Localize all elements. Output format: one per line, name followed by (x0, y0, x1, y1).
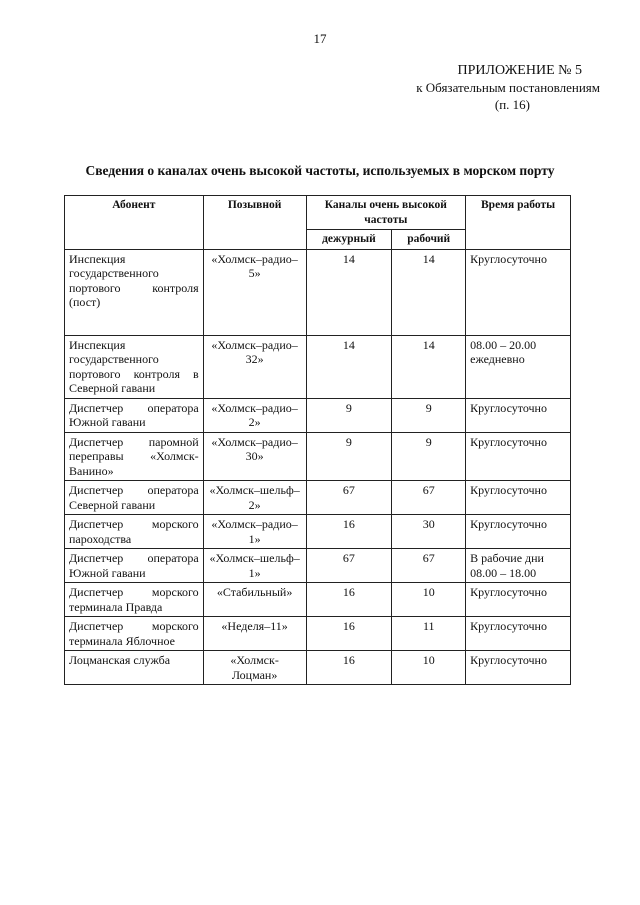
table-row (65, 583, 571, 617)
table-row (65, 335, 571, 398)
appendix-subtitle: к Обязательным постановлениям (416, 80, 600, 95)
document-heading: Сведения о каналах очень высокой частоты, используемых в морском порту (85, 163, 555, 178)
cell-duty-channel: 14 (306, 249, 392, 335)
table-row (65, 651, 571, 685)
table-row (65, 617, 571, 651)
header-subscriber: Абонент (65, 196, 204, 250)
cell-hours: Круглосуточно (466, 617, 571, 651)
cell-duty-channel: 16 (306, 617, 392, 651)
cell-working-channel: 30 (392, 515, 466, 549)
cell-subscriber: Лоцманская служба (65, 651, 204, 685)
table-row (65, 481, 571, 515)
cell-working-channel: 10 (392, 583, 466, 617)
cell-callsign: «Неделя–11» (203, 617, 306, 651)
cell-callsign: «Холмск–радио–30» (203, 432, 306, 481)
cell-hours: Круглосуточно (466, 583, 571, 617)
cell-hours: В рабочие дни 08.00 – 18.00 (466, 549, 571, 583)
cell-subscriber: Диспетчер оператора Северной гавани (65, 481, 204, 515)
cell-duty-channel: 67 (306, 481, 392, 515)
appendix-ref: (п. 16) (494, 97, 530, 112)
cell-hours: 08.00 – 20.00 ежедневно (466, 335, 571, 398)
cell-callsign: «Холмск–шельф–1» (203, 549, 306, 583)
cell-working-channel: 14 (392, 249, 466, 335)
cell-duty-channel: 16 (306, 651, 392, 685)
cell-subscriber: Инспекция государственного портового контроля в Северной гавани (65, 335, 204, 398)
table-row (65, 515, 571, 549)
cell-subscriber: Диспетчер оператора Южной гавани (65, 398, 204, 432)
cell-hours: Круглосуточно (466, 651, 571, 685)
page-number: 17 (313, 31, 327, 46)
cell-subscriber: Диспетчер паромной переправы «Холмск-Ванино» (65, 432, 204, 481)
cell-working-channel: 14 (392, 335, 466, 398)
cell-subscriber: Диспетчер морского пароходства (65, 515, 204, 549)
cell-hours: Круглосуточно (466, 249, 571, 335)
cell-hours: Круглосуточно (466, 515, 571, 549)
cell-callsign: «Холмск–радио–1» (203, 515, 306, 549)
cell-working-channel: 9 (392, 432, 466, 481)
cell-subscriber: Инспекция государственного портового контроля (пост) (65, 249, 204, 335)
cell-callsign: «Холмск–радио–2» (203, 398, 306, 432)
cell-hours: Круглосуточно (466, 481, 571, 515)
table-row (65, 549, 571, 583)
cell-subscriber: Диспетчер морского терминала Яблочное (65, 617, 204, 651)
header-working: рабочий (392, 230, 466, 250)
header-callsign: Позывной (203, 196, 306, 250)
table-header (65, 196, 571, 250)
cell-duty-channel: 16 (306, 583, 392, 617)
cell-duty-channel: 14 (306, 335, 392, 398)
cell-callsign: «Стабильный» (203, 583, 306, 617)
vhf-channels-table (64, 195, 571, 685)
cell-callsign: «Холмск–радио–32» (203, 335, 306, 398)
table-row (65, 249, 571, 335)
table-body (65, 249, 571, 685)
header-duty: дежурный (306, 230, 392, 250)
appendix-block (416, 62, 600, 113)
cell-working-channel: 9 (392, 398, 466, 432)
cell-working-channel: 67 (392, 549, 466, 583)
cell-duty-channel: 16 (306, 515, 392, 549)
cell-callsign: «Холмск–радио–5» (203, 249, 306, 335)
cell-working-channel: 10 (392, 651, 466, 685)
cell-callsign: «Холмск-Лоцман» (203, 651, 306, 685)
cell-duty-channel: 67 (306, 549, 392, 583)
header-channels: Каналы очень высокой частоты (306, 196, 466, 230)
appendix-title: ПРИЛОЖЕНИЕ № 5 (457, 63, 582, 78)
cell-duty-channel: 9 (306, 398, 392, 432)
table-row (65, 432, 571, 481)
cell-subscriber: Диспетчер оператора Южной гавани (65, 549, 204, 583)
cell-working-channel: 67 (392, 481, 466, 515)
cell-callsign: «Холмск–шельф–2» (203, 481, 306, 515)
header-hours: Время работы (466, 196, 571, 250)
cell-hours: Круглосуточно (466, 398, 571, 432)
cell-subscriber: Диспетчер морского терминала Правда (65, 583, 204, 617)
cell-duty-channel: 9 (306, 432, 392, 481)
cell-working-channel: 11 (392, 617, 466, 651)
table-row (65, 398, 571, 432)
cell-hours: Круглосуточно (466, 432, 571, 481)
